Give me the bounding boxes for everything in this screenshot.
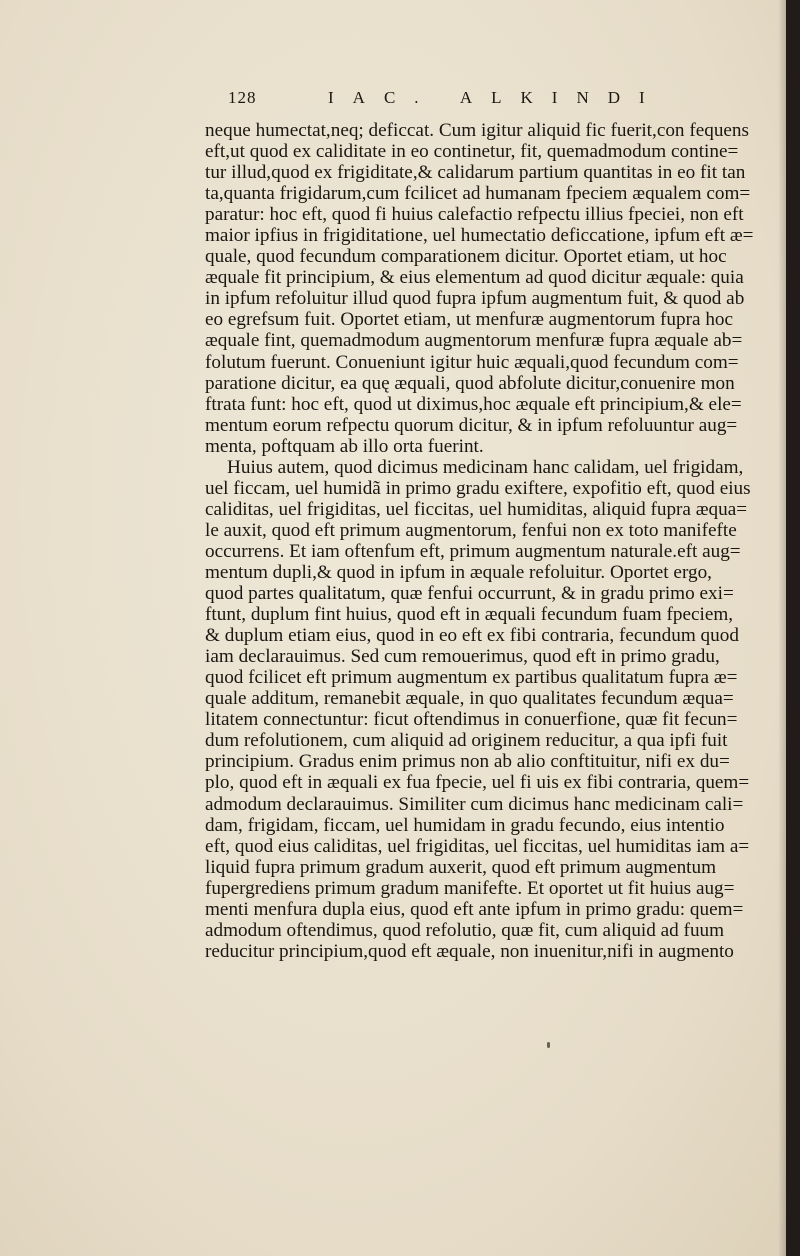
text-line: eo egrefsum fuit. Oportet etiam, ut menfuræ augmentorum fupra hoc: [205, 309, 734, 331]
text-line: quale additum, remanebit æquale, in quo qualitates fecundum æqua=: [205, 688, 734, 710]
text-line: paratur: hoc eft, quod fi huius calefactio refpectu illius fpeciei, non eft: [205, 204, 744, 226]
text-line: menta, poftquam ab illo orta fuerint.: [205, 435, 484, 457]
text-line: principium. Gradus enim primus non ab alio conftituitur, nifi ex du=: [205, 751, 730, 773]
text-line: iam declarauimus. Sed cum remouerimus, quod eft in primo gradu,: [205, 646, 720, 668]
text-line: liquid fupra primum gradum auxerit, quod eft primum augmentum: [205, 856, 717, 878]
text-line: admodum oftendimus, quod refolutio, quæ fit, cum aliquid ad fuum: [205, 919, 725, 941]
text-line: neque humectat,neq; deficcat. Cum igitur aliquid fic fuerit,con fequens: [205, 120, 749, 141]
text-line: & duplum etiam eius, quod in eo eft ex fibi contraria, fecundum quod: [205, 625, 739, 647]
text-line: ftrata funt: hoc eft, quod ut diximus,hoc æquale eft principium,& ele=: [205, 393, 742, 415]
text-line: le auxit, quod eft primum augmentorum, fenfui non ex toto manifefte: [205, 519, 737, 541]
text-line: æquale fint, quemadmodum augmentorum menfuræ fupra æquale ab=: [205, 330, 743, 352]
page-number: 128: [228, 88, 257, 107]
text-line: admodum declarauimus. Similiter cum dicimus hanc medicinam cali=: [205, 793, 744, 815]
body-text: [205, 120, 765, 962]
text-line: quod fcilicet eft primum augmentum ex partibus qualitatum fupra æ=: [205, 667, 738, 689]
text-line: dam, frigidam, ficcam, uel humidam in gradu fecundo, eius intentio: [205, 814, 725, 836]
book-edge: [786, 0, 800, 1256]
text-line: folutum fuerunt. Conueniunt igitur huic æquali,quod fecundum com=: [205, 351, 739, 373]
text-line: ta,quanta frigidarum,cum fcilicet ad humanam fpeciem æqualem com=: [205, 183, 751, 205]
page-gutter-shadow: [778, 0, 786, 1256]
text-line: dum refolutionem, cum aliquid ad originem reducitur, a qua ipfi fuit: [205, 730, 728, 752]
page-header: [228, 88, 768, 114]
text-line: æquale fit principium, & eius elementum ad quod dicitur æquale: quia: [205, 267, 744, 289]
running-title: IAC. ALKINDI: [328, 88, 664, 107]
text-line: mentum dupli,& quod in ipfum in æquale refoluitur. Oportet ergo,: [205, 561, 712, 583]
text-line: paratione dicitur, ea quę æquali, quod abfolute dicitur,conuenire mon: [205, 372, 735, 394]
text-line: fupergrediens primum gradum manifefte. Et oportet ut fit huius aug=: [205, 877, 735, 899]
text-line: occurrens. Et iam oftenfum eft, primum augmentum naturale.eft aug=: [205, 540, 741, 562]
text-line: maior ipfius in frigiditatione, uel humectatio deficcatione, ipfum eft æ=: [205, 225, 754, 247]
text-line: eft, quod eius caliditas, uel frigiditas, uel ficcitas, uel humiditas iam a=: [205, 835, 750, 857]
text-line: uel ficcam, uel humidã in primo gradu exiftere, expofitio eft, quod eius: [205, 477, 751, 499]
text-line: mentum eorum refpectu quorum dicitur, & in ipfum refoluuntur aug=: [205, 414, 738, 436]
text-line: quale, quod fecundum comparationem dicitur. Oportet etiam, ut hoc: [205, 246, 727, 268]
text-line: menti menfura dupla eius, quod eft ante ipfum in primo gradu: quem=: [205, 898, 744, 920]
text-line: ftunt, duplum fint huius, quod eft in æquali fecundum fuam fpeciem,: [205, 604, 734, 626]
text-line: plo, quod eft in æquali ex fua fpecie, uel fi uis ex fibi contraria, quem=: [205, 772, 750, 794]
ink-speck: [547, 1042, 550, 1048]
text-line: reducitur principium,quod eft æquale, non inuenitur,nifi in augmento: [205, 940, 734, 962]
text-line: caliditas, uel frigiditas, uel ficcitas, uel humiditas, aliquid fupra æqua=: [205, 498, 748, 520]
text-line: eft,ut quod ex caliditate in eo continetur, fit, quemadmodum contine=: [205, 141, 739, 163]
text-line: litatem connectuntur: ficut oftendimus in conuerfione, quæ fit fecun=: [205, 709, 738, 731]
text-line: in ipfum refoluitur illud quod fupra ipfum augmentum fuit, & quod ab: [205, 288, 745, 310]
text-line: Huius autem, quod dicimus medicinam hanc calidam, uel frigidam,: [227, 456, 744, 478]
text-line: quod partes qualitatum, quæ fenfui occurrunt, & in gradu primo exi=: [205, 583, 734, 605]
text-line: tur illud,quod ex frigiditate,& calidarum partium quantitas in eo fit tan: [205, 162, 746, 184]
